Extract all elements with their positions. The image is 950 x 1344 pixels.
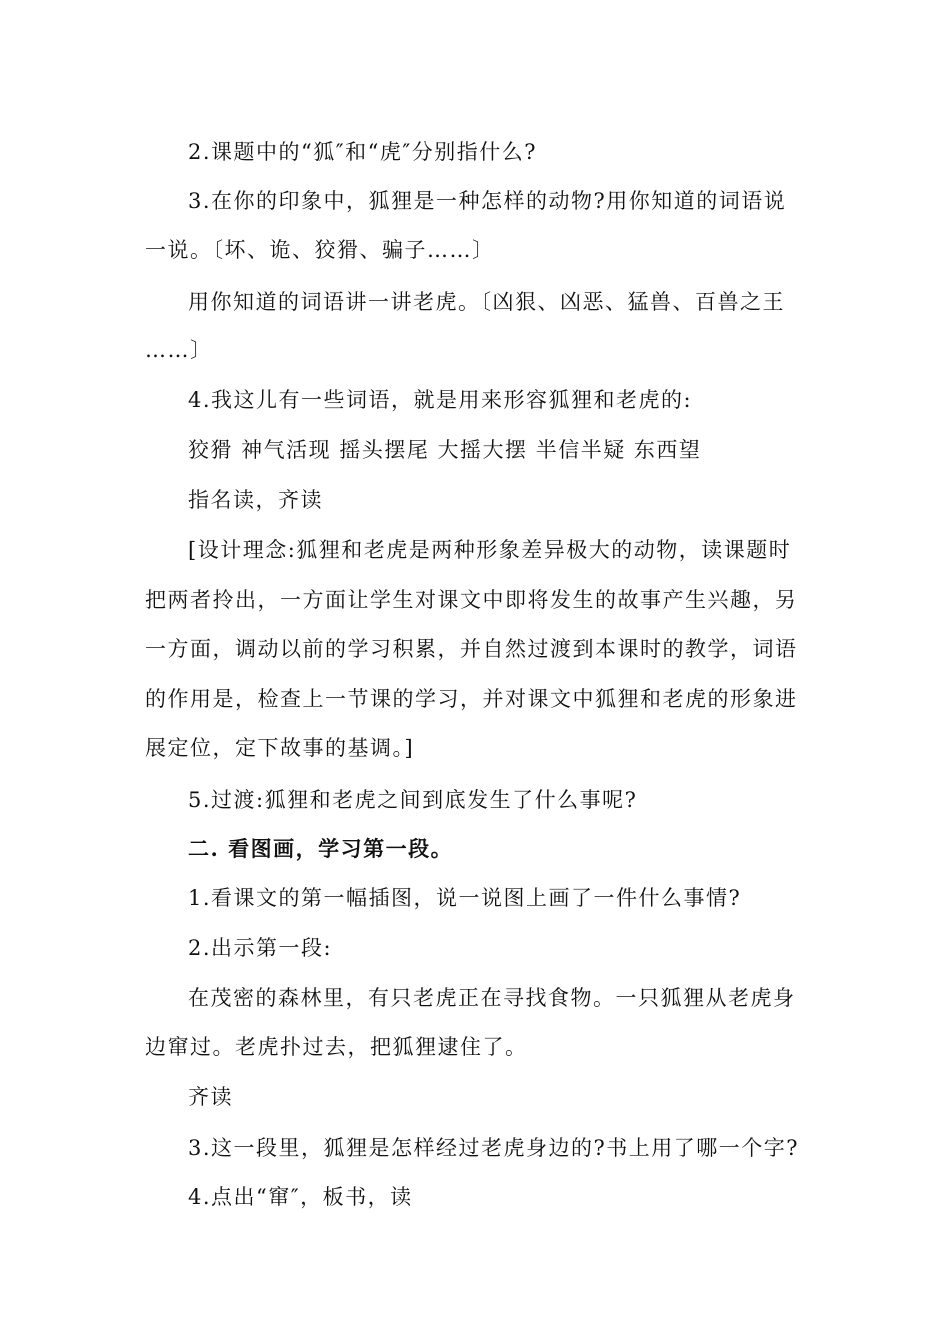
- question-5: 5.过渡:狐狸和老虎之间到底发生了什么事呢?: [188, 788, 638, 812]
- step-1: 1.看课文的第一幅插图，说一说图上画了一件什么事情?: [188, 886, 742, 910]
- design-rationale-line-2: 把两者拎出，一方面让学生对课文中即将发生的故事产生兴趣，另: [145, 588, 798, 612]
- question-2: 2.课题中的“狐″和“虎″分别指什么?: [188, 140, 537, 164]
- question-3: 3.在你的印象中，狐狸是一种怎样的动物?用你知道的词语说: [188, 189, 787, 213]
- tiger-words-prompt: 用你知道的词语讲一讲老虎。〔凶狠、凶恶、猛兽、百兽之王: [188, 290, 785, 314]
- step-2: 2.出示第一段:: [188, 936, 333, 960]
- passage-line-1: 在茂密的森林里，有只老虎正在寻找食物。一只狐狸从老虎身: [188, 986, 796, 1010]
- design-rationale-line-1: [设计理念:狐狸和老虎是两种形象差异极大的动物，读课题时: [188, 538, 792, 562]
- passage-line-2: 边窜过。老虎扑过去，把狐狸逮住了。: [145, 1035, 528, 1059]
- design-rationale-line-3: 一方面，调动以前的学习积累，并自然过渡到本课时的教学，词语: [145, 637, 798, 661]
- section-heading-2: 二. 看图画，学习第一段。: [188, 836, 454, 861]
- tiger-words-continued: ……〕: [145, 338, 213, 362]
- read-together: 齐读: [188, 1085, 233, 1109]
- vocabulary-list: 狡猾 神气活现 摇头摆尾 大摇大摆 半信半疑 东西望: [188, 438, 702, 462]
- question-4: 4.我这儿有一些词语，就是用来形容狐狸和老虎的:: [188, 388, 693, 412]
- step-4: 4.点出“窜″，板书，读: [188, 1185, 413, 1209]
- question-3-continued: 一说。〔坏、诡、狡猾、骗子……〕: [145, 238, 495, 262]
- reading-instruction: 指名读，齐读: [188, 488, 323, 512]
- design-rationale-line-4: 的作用是，检查上一节课的学习，并对课文中狐狸和老虎的形象进: [145, 687, 798, 711]
- design-rationale-line-5: 展定位，定下故事的基调。]: [145, 736, 415, 760]
- step-3: 3.这一段里，狐狸是怎样经过老虎身边的?书上用了哪一个字?: [188, 1136, 800, 1160]
